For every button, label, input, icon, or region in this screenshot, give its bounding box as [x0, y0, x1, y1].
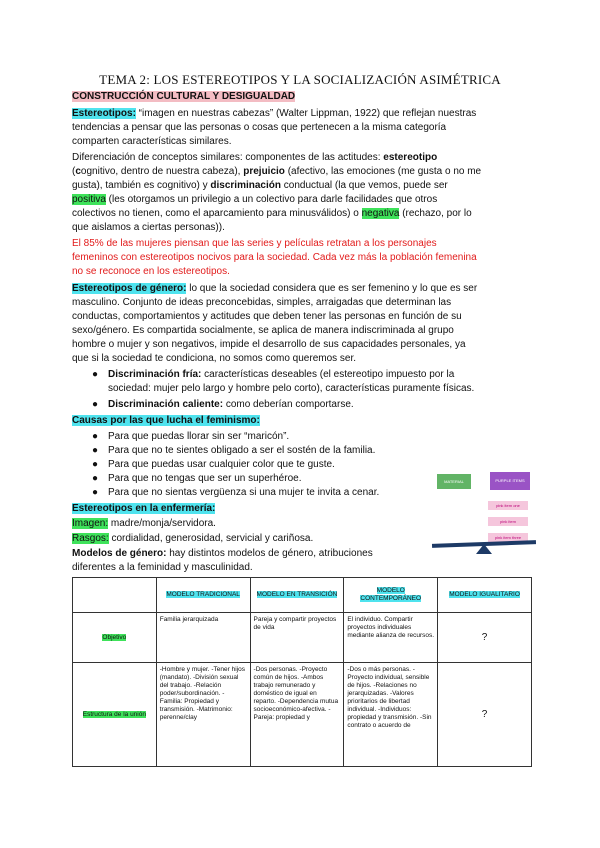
- discrim-fria-text: características deseables (el estereotipo impuesto por la: [201, 369, 455, 380]
- row-header: [73, 613, 157, 663]
- dif-text-1a: Diferenciación de conceptos similares: componentes de las actitudes:: [72, 152, 384, 163]
- modelos-line-2: diferentes a la feminidad y masculinidad.: [72, 562, 253, 573]
- header-label: MODELO IGUALITARIO: [449, 591, 520, 598]
- causa-item: Para que puedas usar cualquier color que te guste.: [108, 459, 335, 470]
- table-row: [73, 663, 532, 767]
- table-corner: [73, 578, 157, 613]
- scale-left-box: MATERIAL: [437, 474, 471, 489]
- estereotipos-text-1: “imagen en nuestras cabezas” (Walter Lippman, 1922) que reflejan nuestras: [135, 108, 477, 119]
- modelos-label: Modelos de género:: [72, 548, 167, 559]
- genero-line-3: conductas, comportamientos y actitudes que deben tener las personas en función de su: [72, 311, 462, 322]
- red-note-line-1: El 85% de las mujeres piensan que las series y películas retratan a los personajes: [72, 238, 437, 249]
- dif-text-5a: colectivos no tienen, como el aparcamiento para minusválidos) o: [72, 208, 362, 219]
- table-header-row: [73, 578, 532, 613]
- imagen-label: Imagen:: [72, 518, 109, 529]
- scale-right-box: PURPLE ITEMS: [490, 472, 530, 490]
- estereotipos-line-1: [72, 107, 476, 120]
- causa-item: Para que no tengas que ser un superhéroe.: [108, 473, 302, 484]
- discrim-fria-label: Discriminación fría:: [108, 369, 202, 380]
- enfermeria-imagen: [72, 517, 216, 530]
- dif-text-2e: (afectivo, las emociones (me gusta o no me: [284, 166, 482, 177]
- scale-pink-item: pink item one: [488, 501, 528, 510]
- discrim-fria-line-2: sociedad: mujer pelo largo y hombre pelo corto), características puramente físicas.: [108, 383, 475, 394]
- enfermeria-heading: [72, 502, 215, 515]
- modelos-text-1: hay distintos modelos de género, atribuciones: [166, 548, 373, 559]
- gender-models-table: [72, 577, 532, 767]
- diferenciacion-line-6: que aislamos a ciertas personas)).: [72, 222, 225, 233]
- table-header: [438, 578, 532, 613]
- red-note-line-3: no se reconoce en los estereotipos.: [72, 266, 230, 277]
- causa-item: Para que no te sientes obligado a ser el sostén de la familia.: [108, 445, 376, 456]
- section-heading-text: CONSTRUCCIÓN CULTURAL Y DESIGUALDAD: [72, 91, 296, 102]
- causa-item: Para que puedas llorar sin ser “maricón”.: [108, 431, 290, 442]
- bullet-icon: ●: [92, 487, 99, 498]
- diferenciacion-line-1: [72, 151, 437, 164]
- balance-scale-image: [428, 461, 540, 579]
- diferenciacion-line-5: [72, 207, 472, 220]
- genero-line-6: que si la sociedad te condiciona, no somos como queremos ser.: [72, 353, 357, 364]
- table-cell: -Dos o más personas. -Proyecto individual, sensible de hijos. -Relaciones no jerarquizadas. -Valores prioritarios de libertad individual. -Individuos: propiedad y transmisión. -Sin contrato o acuerdo de: [344, 663, 438, 767]
- discrim-caliente-label: Discriminación caliente:: [108, 399, 224, 410]
- diferenciacion-line-2: [72, 165, 481, 178]
- scale-pink-item: pink item three: [488, 533, 528, 542]
- bullet-icon: ●: [92, 473, 99, 484]
- dif-text-2b: c: [75, 166, 81, 177]
- table-cell: Familia jerarquizada: [156, 613, 250, 663]
- diferenciacion-line-3: [72, 179, 448, 192]
- table-header: [250, 578, 344, 613]
- row-header-label: Objetivo: [102, 633, 127, 641]
- discrim-caliente-text: como deberían comportarse.: [223, 399, 354, 410]
- dif-estereotipo: estereotipo: [383, 152, 438, 163]
- enfermeria-heading-text: Estereotipos en la enfermería:: [72, 503, 216, 514]
- table-row: [73, 613, 532, 663]
- discrim-fria-line-1: [108, 368, 454, 381]
- dif-prejuicio: prejuicio: [243, 166, 285, 177]
- section-heading: [72, 90, 295, 103]
- rasgos-text: cordialidad, generosidad, servicial y cariñosa.: [108, 533, 314, 544]
- estereotipos-line-3: comparten características similares.: [72, 136, 232, 147]
- scale-pink-item: pink item: [488, 517, 528, 526]
- rasgos-label: Rasgos:: [72, 533, 109, 544]
- header-label: MODELO EN TRANSICIÓN: [256, 591, 338, 598]
- bullet-icon: ●: [92, 369, 99, 380]
- table-cell: El individuo. Compartir proyectos individuales mediante alianza de recursos.: [344, 613, 438, 663]
- dif-text-2c: ognitivo, dentro de nuestra cabeza),: [80, 166, 244, 177]
- dif-text-5c: (rechazo, por lo: [399, 208, 472, 219]
- table-header: [156, 578, 250, 613]
- table-cell: ?: [438, 613, 532, 663]
- header-label: MODELO TRADICIONAL: [166, 591, 240, 598]
- table-cell: -Hombre y mujer. -Tener hijos (mandato). -División sexual del trabajo. -Relación poder/subordinación. -Familia: Propiedad y transmisión. -Matrimonio: perenne/clay: [156, 663, 250, 767]
- discrim-caliente: [108, 398, 354, 411]
- genero-text-1: lo que la sociedad considera que es ser femenino y lo que es ser: [186, 283, 478, 294]
- dif-discriminacion: discriminación: [210, 180, 281, 191]
- page-title: TEMA 2: LOS ESTEREOTIPOS Y LA SOCIALIZACIÓN ASIMÉTRICA: [99, 72, 501, 87]
- genero-label: Estereotipos de género:: [72, 283, 187, 294]
- estereotipos-label: Estereotipos:: [72, 108, 136, 119]
- modelos-line-1: [72, 547, 373, 560]
- row-header-label: Estructura de la unión: [82, 710, 146, 718]
- estereotipos-line-2: tendencias a pensar que las personas o cosas que pertenecen a la misma categoría: [72, 122, 447, 133]
- bullet-icon: ●: [92, 459, 99, 470]
- diferenciacion-line-4: [72, 193, 437, 206]
- dif-text-4b: (les otorgamos un privilegio a un colectivo para darle facilidades que otros: [105, 194, 438, 205]
- enfermeria-rasgos: [72, 532, 313, 545]
- bullet-icon: ●: [92, 399, 99, 410]
- header-label: MODELO CONTEMPORÁNEO: [360, 587, 422, 602]
- dif-positiva: positiva: [72, 194, 106, 205]
- table-header: [344, 578, 438, 613]
- genero-line-1: [72, 282, 477, 295]
- dif-text-2a: (: [72, 166, 76, 177]
- causa-item: Para que no sientas vergüenza si una mujer te invita a cenar.: [108, 487, 380, 498]
- row-header: [73, 663, 157, 767]
- table-cell: -Dos personas. -Proyecto común de hijos. -Ambos trabajo remunerado y doméstico de igual en reparto. -Dependencia mutua socioeconómico-afectiva. -Pareja: propiedad y: [250, 663, 344, 767]
- dif-negativa: negativa: [361, 208, 400, 219]
- causas-heading-text: Causas por las que lucha el feminismo:: [72, 415, 260, 426]
- causas-heading: [72, 414, 260, 427]
- red-note-line-2: femeninos con estereotipos nocivos para la sociedad. Cada vez más la población femenina: [72, 252, 477, 263]
- dif-text-3c: conductual (la que vemos, puede ser: [280, 180, 448, 191]
- bullet-icon: ●: [92, 431, 99, 442]
- genero-line-2: masculino. Conjunto de ideas preconcebidas, simples, arraigadas que determinan las: [72, 297, 452, 308]
- table-cell: ?: [438, 663, 532, 767]
- table-cell: Pareja y compartir proyectos de vida: [250, 613, 344, 663]
- bullet-icon: ●: [92, 445, 99, 456]
- imagen-text: madre/monja/servidora.: [108, 518, 216, 529]
- dif-text-3a: gusta), también es cognitivo) y: [72, 180, 211, 191]
- genero-line-5: hombre o mujer y son negativos, impide el desarrollo de sus capacidades personales, ya: [72, 339, 466, 350]
- scale-fulcrum: [476, 544, 492, 554]
- genero-line-4: sexo/género. Es compartida socialmente, se aplica de manera indiscriminada al grupo: [72, 325, 454, 336]
